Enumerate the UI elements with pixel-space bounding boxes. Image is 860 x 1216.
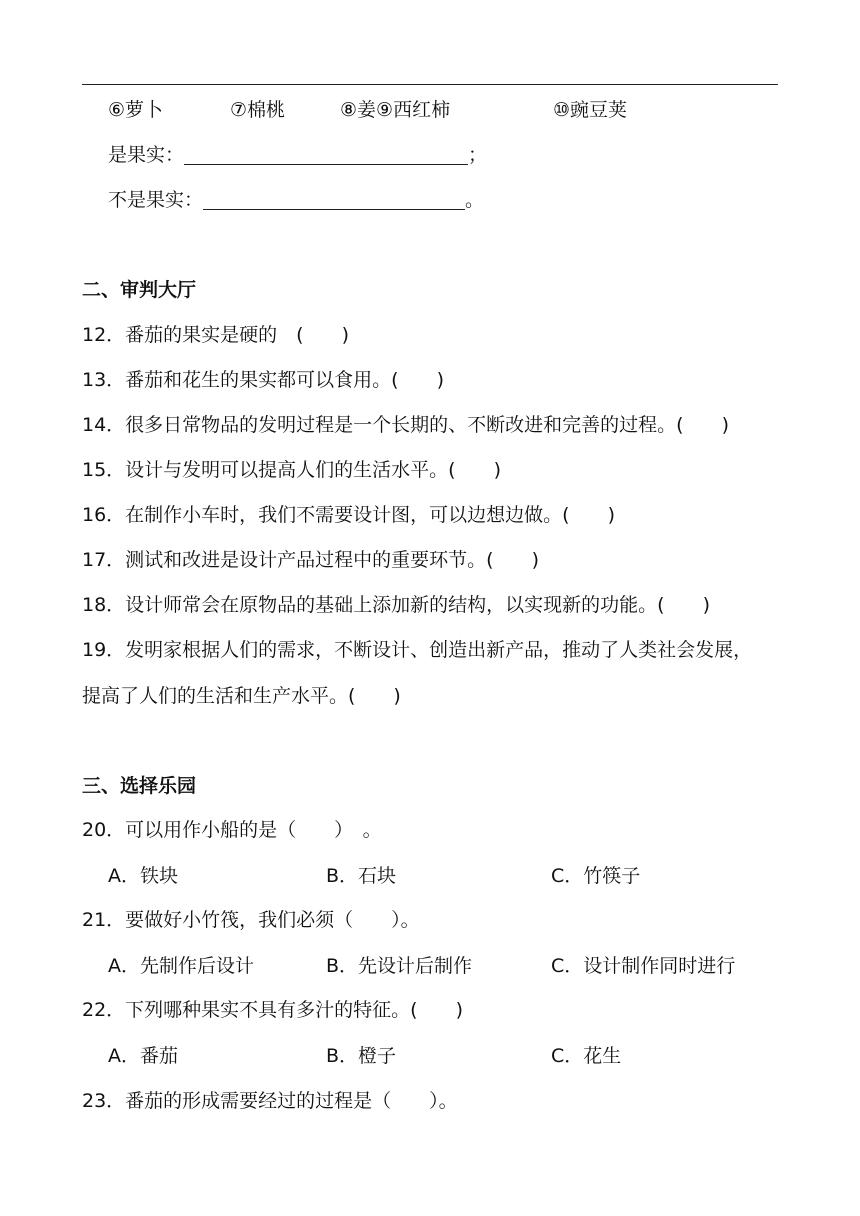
question-12: 12．番茄的果实是硬的 ( ) [82,324,350,346]
choice-22-b[interactable]: B．橙子 [326,1045,397,1067]
section-2-title: 二、审判大厅 [82,279,197,301]
question-22: 22．下列哪种果实不具有多汁的特征。( ) [82,999,464,1021]
question-21: 21．要做好小竹筏，我们必须（ ）。 [82,909,420,931]
fill-line-not-fruit [108,188,484,212]
choice-20-c[interactable]: C．竹筷子 [551,865,641,887]
question-14: 14．很多日常物品的发明过程是一个长期的、不断改进和完善的过程。( ) [82,414,730,436]
option-6: ⑥萝卜 [108,99,164,121]
question-23: 23．番茄的形成需要经过的过程是（ ）。 [82,1090,458,1112]
question-19-continued: 提高了人们的生活和生产水平。( ) [82,685,401,707]
question-16: 16．在制作小车时，我们不需要设计图，可以边想边做。( ) [82,504,616,526]
option-7: ⑦棉桃 [230,99,286,121]
question-20: 20．可以用作小船的是（ ） 。 [82,819,382,841]
fill-end: 。 [465,189,485,211]
question-17: 17．测试和改进是设计产品过程中的重要环节。( ) [82,549,540,571]
question-18: 18．设计师常会在原物品的基础上添加新的结构，以实现新的功能。( ) [82,594,711,616]
choice-20-b[interactable]: B．石块 [326,865,397,887]
option-8-9: ⑧姜⑨西红柿 [340,99,451,121]
choice-20-a[interactable]: A．铁块 [108,865,178,887]
top-rule [82,84,778,85]
choice-21-c[interactable]: C．设计制作同时进行 [551,955,736,977]
fill-line-fruit [108,143,487,167]
question-15: 15．设计与发明可以提高人们的生活水平。( ) [82,459,502,481]
answer-blank[interactable] [203,189,465,210]
fill-label: 不是果实： [108,189,204,211]
option-10: ⑩豌豆荚 [553,99,628,121]
question-19: 19．发明家根据人们的需求，不断设计、创造出新产品，推动了人类社会发展， [82,639,753,661]
section-3-title: 三、选择乐园 [82,775,197,797]
choice-21-b[interactable]: B．先设计后制作 [326,955,473,977]
answer-blank[interactable] [184,144,468,165]
choice-22-c[interactable]: C．花生 [551,1045,622,1067]
question-13: 13．番茄和花生的果实都可以食用。( ) [82,369,445,391]
fill-label: 是果实： [108,144,185,166]
fill-end: ； [468,144,488,166]
choice-21-a[interactable]: A．先制作后设计 [108,955,254,977]
choice-22-a[interactable]: A．番茄 [108,1045,178,1067]
